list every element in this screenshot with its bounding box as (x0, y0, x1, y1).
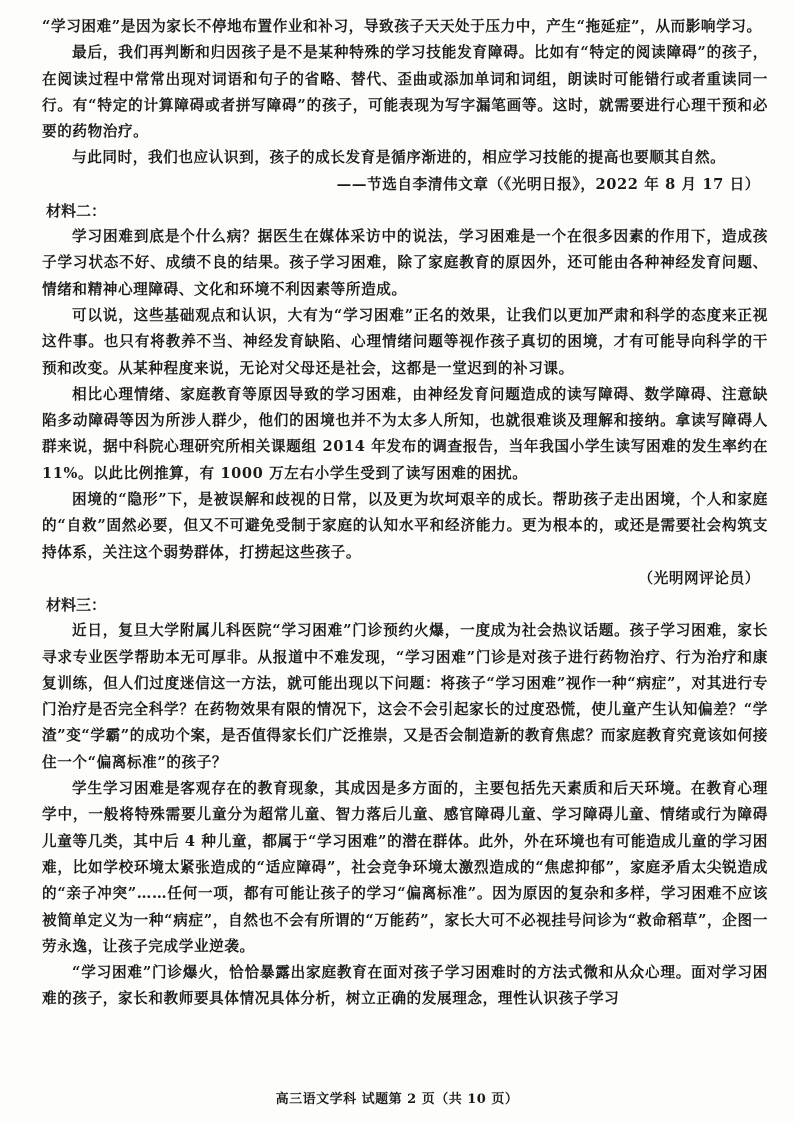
material-three-heading: 材料三： (46, 596, 107, 615)
paragraph: 学生学习困难是客观存在的教育现象，其成因是多方面的，主要包括先天素质和后天环境。在教育心理学中，一般将特殊需要儿童分为超常儿童、智力落后儿童、感官障碍儿童、学习障碍儿童、情绪或行为障碍儿童等几类，其中后 4 种儿童，都属于“学习困难”的潜在群体。此外，外在环境也有可能造成儿童的学习困难，比如学校环境太紧张造成的“适应障碍”，社会竞争环境太激烈造成的“焦虑抑郁”，家庭矛盾太尖锐造成的“亲子冲突”……任何一项，都有可能让孩子的学习“偏离标准”。因为原因的复杂和多样，学习困难不应该被简单定义为一种“病症”，自然也不会有所谓的“万能药”，家长大可不必视挂号问诊为“救命稻草”，企图一劳永逸，让孩子完成学业逆袭。 (42, 780, 768, 955)
paragraph: “学习困难”是因为家长不停地布置作业和补习，导致孩子天天处于压力中，产生“拖延症”，从而影响学习。 (42, 18, 762, 35)
paragraph: 与此同时，我们也应认识到，孩子的成长发育是循序渐进的，相应学习技能的提高也要顺其自然。 (72, 149, 726, 167)
paragraph: 可以说，这些基础观点和认识，大有为“学习困难”正名的效果，让我们以更加严肃和科学的态度来正视这件事。也只有将教养不当、神经发育缺陷、心理情绪问题等视作孩子真切的困境，才有可能导向科学的干预和改变。从某种程度来说，无论对父母还是社会，这都是一堂迟到的补习课。 (42, 306, 768, 377)
material-two-heading: 材料二： (46, 202, 107, 221)
source-citation: ——节选自李清伟文章（《光明日报》，2022 年 8 月 17 日） (336, 175, 760, 193)
source-citation: （光明网评论员） (638, 569, 760, 587)
paragraph: 相比心理情绪、家庭教育等原因导致的学习困难，由神经发育问题造成的读写障碍、数学障碍、注意缺陷多动障碍等因为所涉人群少，他们的困境也并不为太多人所知，也就很难谈及理解和接纳。拿读写障碍人群来说，据中科院心理研究所相关课题组 2014 年发布的调查报告，当年我国小学生读写困难的发生率约在 11%。以此比例推算，有 1000 万左右小学生受到了读写困难的困扰。 (42, 385, 768, 482)
paragraph: 困境的“隐形”下，是被误解和歧视的日常，以及更为坎坷艰辛的成长。帮助孩子走出困境，个人和家庭的“自救”固然必要，但又不可避免受制于家庭的认知水平和经济能力。更为根本的，或还是需要社会构筑支持体系，关注这个弱势群体，打捞起这些孩子。 (42, 491, 768, 561)
paragraph: 最后，我们再判断和归因孩子是不是某种特殊的学习技能发育障碍。比如有“特定的阅读障碍”的孩子，在阅读过程中常常出现对词语和句子的省略、替代、歪曲或添加单词和词组，朗读时可能错行或者重读同一行。有“特定的计算障碍或者拼写障碍”的孩子，可能表现为写字漏笔画等。这时，就需要进行心理干预和必要的药物治疗。 (42, 44, 768, 141)
paragraph: 近日，复旦大学附属儿科医院“学习困难”门诊预约火爆，一度成为社会热议话题。孩子学习困难，家长寻求专业医学帮助本无可厚非。从报道中不难发现，“学习困难”门诊是对孩子进行药物治疗、行为治疗和康复训练，但人们过度迷信这一方法，就可能出现以下问题：将孩子“学习困难”视作一种“病症”，对其进行专门治疗是否完全科学？在药物效果有限的情况下，这会不会引起家长的过度恐慌，使儿童产生认知偏差？“学渣”变“学霸”的成功个案，是否值得家长们广泛推崇，又是否会制造新的教育焦虑？而家庭教育究竟该如何接住一个“偏离标准”的孩子？ (42, 622, 768, 771)
paragraph: “学习困难”门诊爆火，恰恰暴露出家庭教育在面对孩子学习困难时的方法式微和从众心理。面对学习困难的孩子，家长和教师要具体情况具体分析，树立正确的发展理念，理性认识孩子学习 (42, 964, 768, 1008)
paragraph: 学习困难到底是个什么病？据医生在媒体采访中的说法，学习困难是一个在很多因素的作用下，造成孩子学习状态不好、成绩不良的结果。孩子学习困难，除了家庭教育的原因外，还可能由各种神经发育问题、情绪和精神心理障碍、文化和环境不利因素等所造成。 (42, 228, 768, 298)
page-footer: 高三语文学科 试题第 2 页（共 10 页） (275, 1092, 519, 1107)
